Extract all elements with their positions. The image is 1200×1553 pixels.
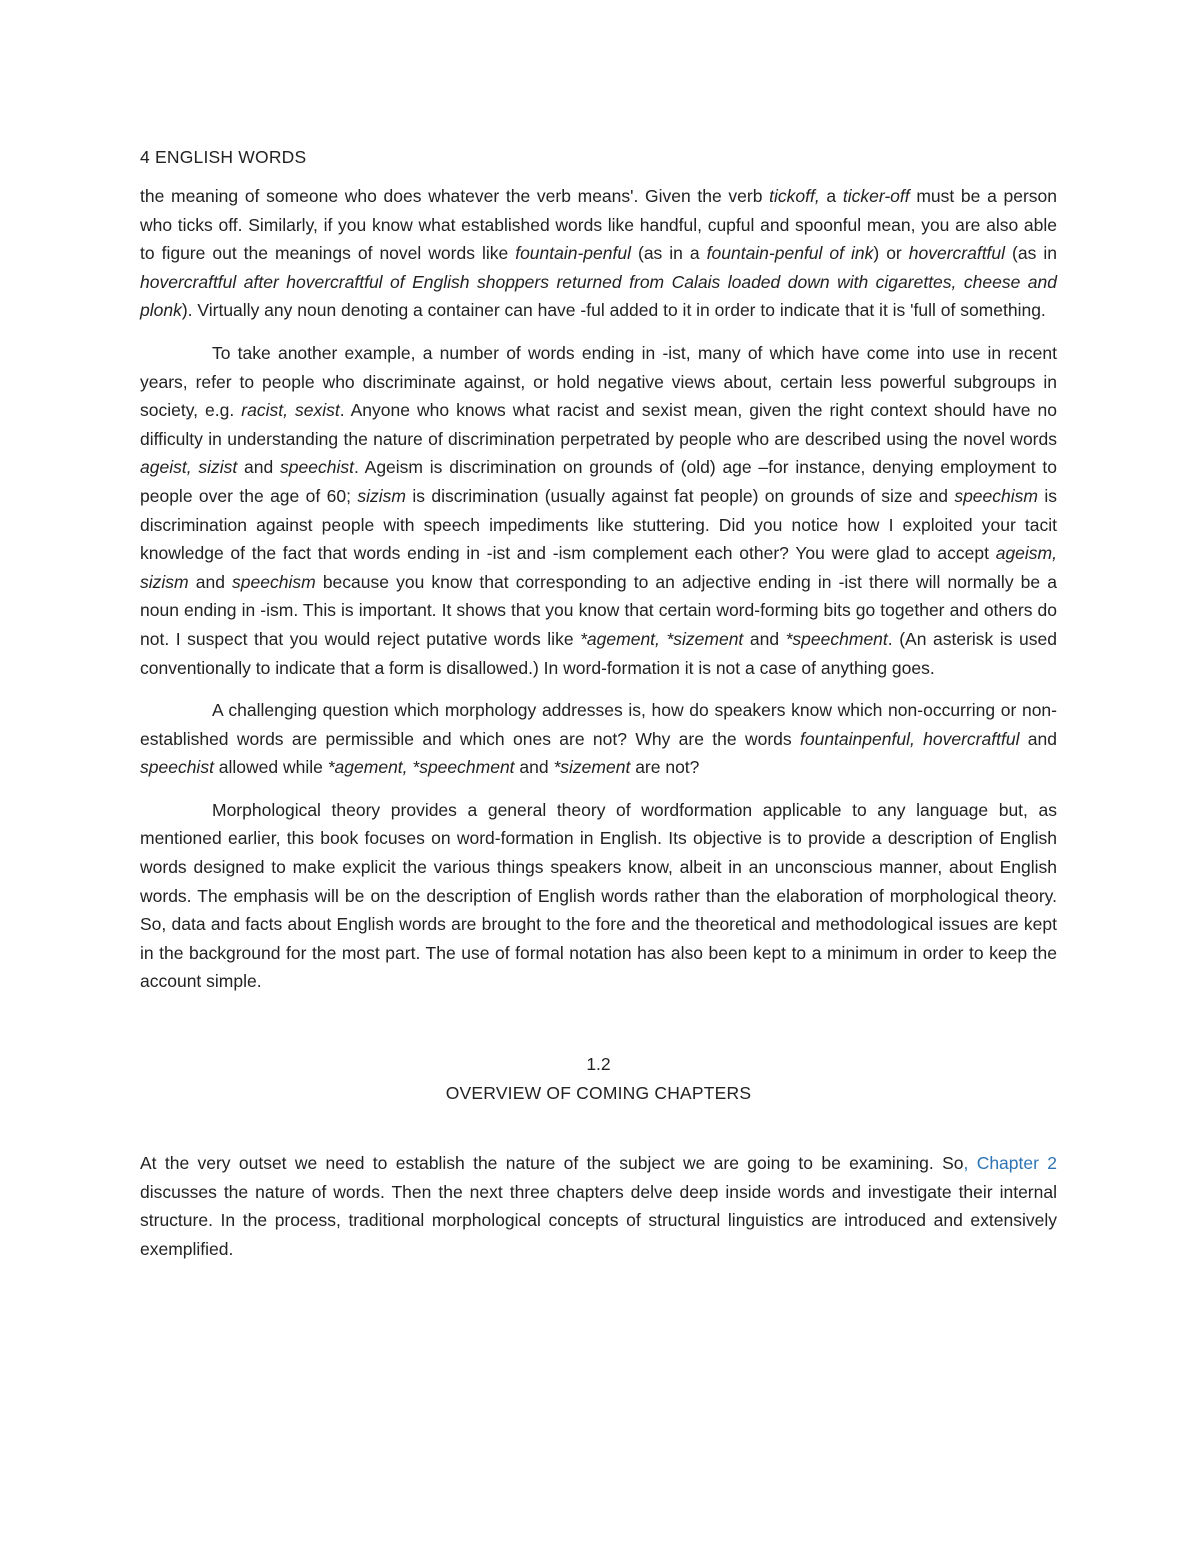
section-number: 1.2 bbox=[586, 1054, 611, 1075]
paragraph-5: At the very outset we need to establish the nature of the subject we are going to be examining. So, Chapter 2 discusses the nature of words. Then the next three chapters delve deep inside words and investigate their internal structure. In the process, traditional morphological concepts of structural linguistics are introduced and extensively exemplified. bbox=[140, 1153, 1057, 1259]
running-header: 4 ENGLISH WORDS bbox=[140, 147, 307, 167]
paragraph-2: To take another example, a number of words ending in -ist, many of which have come into use in recent years, refer to people who discriminate against, or hold negative views about, certain less powerful subgroups in society, e.g. racist, sexist. Anyone who knows what racist and sexist mean, given the right context should have no difficulty in understanding the nature of discrimination perpetrated by people who are described using the novel words ageist, sizist and speechist. Ageism is discrimination on grounds of (old) age –for instance, denying employment to people over the age of 60; sizism is discrimination (usually against fat people) on grounds of size and speechism is discrimination against people with speech impediments like stuttering. Did you notice how I exploited your tacit knowledge of the fact that words ending in -ist and -ism complement each other? You were glad to accept ageism, sizism and speechism because you know that corresponding to an adjective ending in -ist there will normally be a noun ending in -ism. This is important. It shows that you know that certain word-forming bits go together and others do not. I suspect that you would reject putative words like *agement, *sizement and *speechment. (An asterisk is used conventionally to indicate that a form is disallowed.) In word-formation it is not a case of anything goes. bbox=[140, 342, 1058, 678]
section-title: OVERVIEW OF COMING CHAPTERS bbox=[445, 1082, 752, 1103]
chapter-2-link[interactable]: Chapter 2 bbox=[976, 1153, 1057, 1174]
paragraph-3: A challenging question which morphology addresses is, how do speakers know which non-occurring or non-established words are permissible and which ones are not? Why are the words fountainpenful, hovercraftful and speechist allowed while *agement, *speechment and *sizement are not? bbox=[140, 700, 1057, 778]
page-content bbox=[140, 138, 1057, 1264]
paragraph-1: the meaning of someone who does whatever the verb means'. Given the verb tickoff, a ticker-off must be a person who ticks off. Similarly, if you know what established words like handful, cupful and spoonful mean, you are also able to figure out the meanings of novel words like fountain-penful (as in a fountain-penful of ink) or hovercraftful (as in hovercraftful after hovercraftful of English shoppers returned from Calais loaded down with cigarettes, cheese and plonk). Virtually any noun denoting a container can have -ful added to it in order to indicate that it is 'full of something. bbox=[140, 186, 1058, 321]
paragraph-4: Morphological theory provides a general theory of wordformation applicable to any language but, as mentioned earlier, this book focuses on word-formation in English. Its objective is to provide a description of English words designed to make explicit the various things speakers know, albeit in an unconscious manner, about English words. The emphasis will be on the description of English words rather than the elaboration of morphological theory. So, data and facts about English words are brought to the fore and the theoretical and methodological issues are kept in the background for the most part. The use of formal notation has also been kept to a minimum in order to keep the account simple. bbox=[140, 799, 1057, 992]
comma-link[interactable]: , bbox=[963, 1153, 969, 1174]
